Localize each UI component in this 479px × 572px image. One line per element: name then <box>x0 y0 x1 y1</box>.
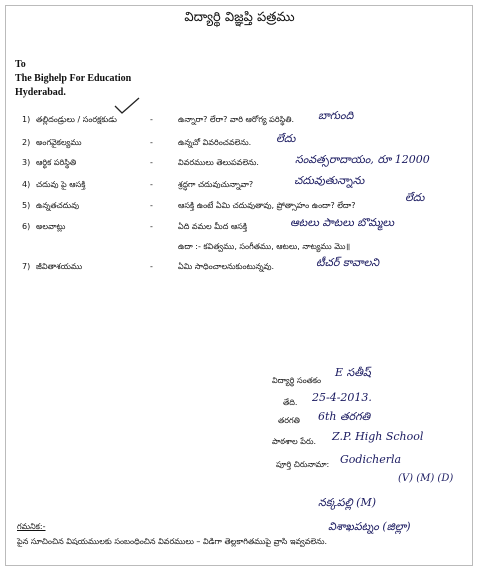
item-number: 4) <box>22 180 31 189</box>
item-label: అంగవైకల్యము <box>36 138 82 147</box>
item-answer: టీచర్ కావాలని <box>316 256 380 269</box>
address-label: పూర్తి చిరునామా: <box>276 460 330 469</box>
item-question: ఉన్నారా? లేరా? వారి ఆరోగ్య పరిస్థితి. <box>178 115 295 124</box>
item-question: ఆసక్తి ఉంటే ఏమి చదువుతావు, ప్రోత్సాహం ఉందా? లేదా? <box>178 201 356 210</box>
item-number: 7) <box>22 262 31 271</box>
form-item-6-example <box>0 242 479 260</box>
date-label: తేది. <box>283 398 298 407</box>
address-city: Hyderabad. <box>15 87 66 98</box>
item-label: తల్లిదండ్రులు / సంరక్షకుడు <box>36 115 117 124</box>
form-title: విద్యార్థి విజ్ఞప్తి పత్రము <box>184 10 295 25</box>
form-item-1 <box>0 109 479 133</box>
item-number: 3) <box>22 158 31 167</box>
class-label: తరగతి <box>278 416 300 425</box>
item-dash: - <box>150 262 153 271</box>
item-question: ఏమి సాధించాలనుకుంటున్నవు. <box>178 262 274 271</box>
form-item-7 <box>0 256 479 280</box>
address-value: Godicherla <box>340 453 402 466</box>
student-signature-value: E సతీష్ <box>335 366 371 379</box>
item-question: ఏది వమల మీద ఆసక్తి <box>178 222 248 231</box>
item-answer: బాగుంది <box>318 109 354 122</box>
recipient-address <box>15 58 131 100</box>
item-number: 6) <box>22 222 31 231</box>
form-item-3 <box>0 153 479 176</box>
item-number: 5) <box>22 201 31 210</box>
item-question: ఉన్నచో వివరించవలెను. <box>178 138 252 147</box>
item-dash: - <box>150 158 153 167</box>
item-question: శ్రద్ధగా చదువుచున్నావా? <box>178 180 254 189</box>
item-question: వివరములు తెలుపవలెను. <box>178 158 259 167</box>
item-dash: - <box>150 222 153 231</box>
item-answer: లేదు <box>276 132 296 145</box>
item-answer: సంవత్సరాదాయం, రూ 12000 <box>295 153 430 166</box>
address-line-district: విశాఖపట్నం (జిల్లా) <box>328 520 411 533</box>
address-value-mandal: (V) (M) (D) <box>398 473 454 484</box>
item-number: 2) <box>22 138 31 147</box>
date-value: 25-4-2013. <box>312 391 372 404</box>
note-text: పైన సూచించిన విషయములకు సంబంధించిన వివరములు – విడిగా తెల్లకాగితముపై వ్రాసి ఇవ్వవలెను. <box>17 537 328 546</box>
item-question: ఉదా :- కవిత్వము, సంగీతము, ఆటలు, నాట్యము మొ॥ <box>178 242 351 251</box>
checkmark-icon <box>112 96 142 116</box>
item-label: జీవితాశయము <box>36 262 83 271</box>
item-dash: - <box>150 138 153 147</box>
item-dash: - <box>150 115 153 124</box>
item-number: 1) <box>22 115 31 124</box>
student-signature-label: విద్యార్థి సంతకం <box>272 376 322 385</box>
item-label: అలవాట్లు <box>36 222 66 231</box>
item-answer: చదువుతున్నాను <box>294 174 365 187</box>
item-label: చదువు పై ఆసక్తి <box>36 180 86 189</box>
address-to: To <box>15 59 26 70</box>
note-heading: గమనిక:- <box>17 522 46 531</box>
form-item-5 <box>0 191 479 219</box>
item-label: ఉన్నతచదువు <box>36 201 80 210</box>
item-answer: లేదు <box>405 191 425 204</box>
item-dash: - <box>150 201 153 210</box>
address-line-mandal: నక్కపల్లి (M) <box>318 496 377 509</box>
item-answer: ఆటలు పాటలు బొమ్మలు <box>290 216 395 229</box>
form-item-6 <box>0 216 479 240</box>
school-name-label: పాఠశాల పేరు. <box>272 437 317 446</box>
class-value: 6th తరగతి <box>318 410 371 423</box>
item-label: ఆర్థిక పరిస్థితి <box>36 158 77 167</box>
item-dash: - <box>150 180 153 189</box>
address-org: The Bighelp For Education <box>15 73 132 84</box>
school-name-value: Z.P. High School <box>332 430 424 443</box>
